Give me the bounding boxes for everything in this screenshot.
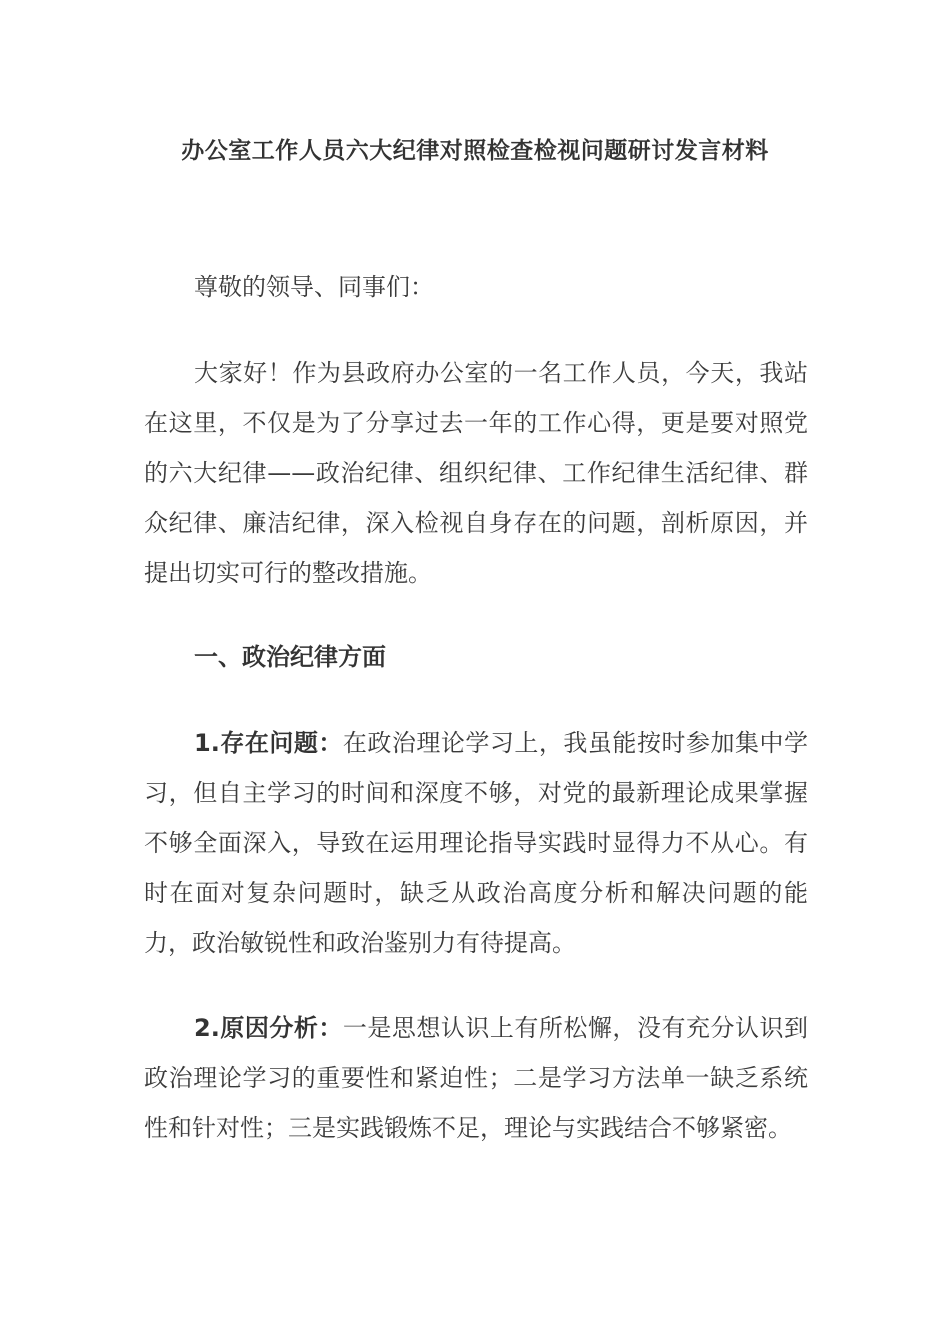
cause-text: 一是思想认识上有所松懈，没有充分认识到政治理论学习的重要性和紧迫性；二是学习方法单一缺乏系统性和针对性；三是实践锻炼不足，理论与实践结合不够紧密。 xyxy=(144,1014,808,1142)
cause-paragraph xyxy=(144,1003,808,1153)
section-heading: 一、政治纪律方面 xyxy=(194,643,386,671)
cause-label: 2.原因分析： xyxy=(194,1014,343,1042)
greeting-paragraph: 尊敬的领导、同事们： xyxy=(194,273,434,301)
problem-paragraph xyxy=(144,718,808,968)
intro-paragraph: 大家好！作为县政府办公室的一名工作人员，今天，我站在这里，不仅是为了分享过去一年的工作心得，更是要对照党的六大纪律——政治纪律、组织纪律、工作纪律生活纪律、群众纪律、廉洁纪律，深入检视自身存在的问题，剖析原因，并提出切实可行的整改措施。 xyxy=(144,359,808,587)
problem-label: 1.存在问题： xyxy=(194,729,343,757)
document-title: 办公室工作人员六大纪律对照检查检视问题研讨发言材料 xyxy=(181,138,769,164)
problem-text: 在政治理论学习上，我虽能按时参加集中学习，但自主学习的时间和深度不够，对党的最新理论成果掌握不够全面深入，导致在运用理论指导实践时显得力不从心。有时在面对复杂问题时，缺乏从政治高度分析和解决问题的能力，政治敏锐性和政治鉴别力有待提高。 xyxy=(144,729,808,957)
